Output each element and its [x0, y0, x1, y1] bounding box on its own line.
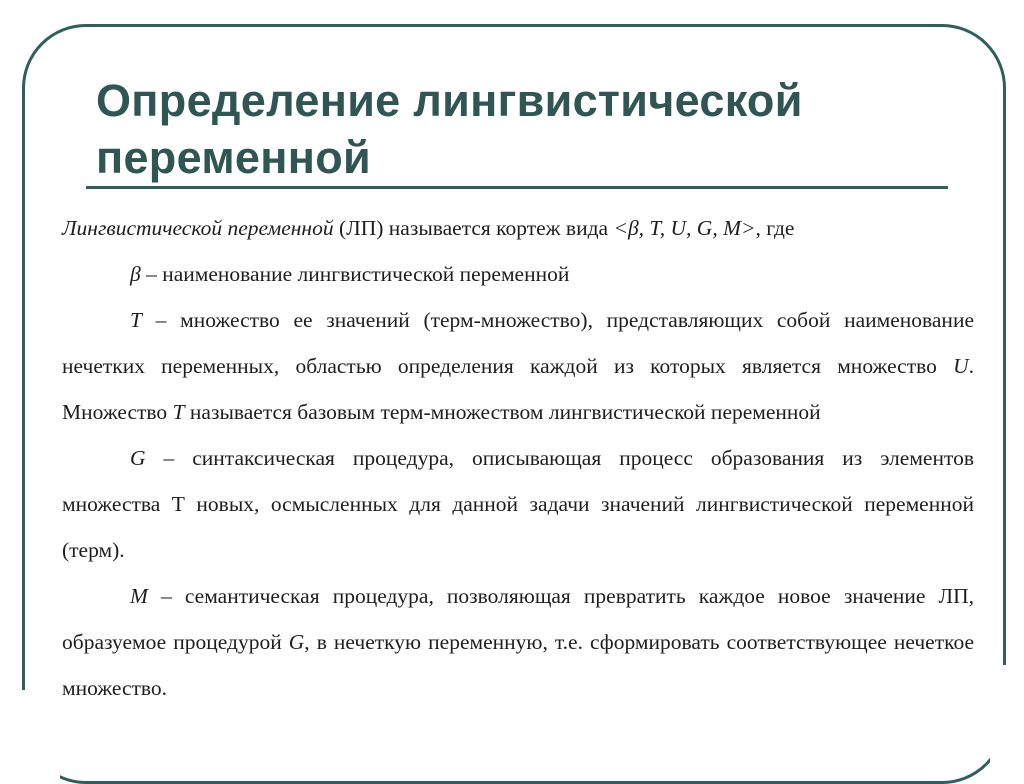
slide-title: Определение лингвистической переменной — [96, 75, 803, 183]
paragraph-m — [62, 573, 974, 711]
paragraph-beta — [62, 251, 974, 297]
t-text-1: – множество ее значений (терм-множество), представляющих собой наименование нечетких переменных, областью определения каждой из которых является множество — [62, 308, 974, 378]
t-text-2: . Множество — [62, 354, 974, 424]
t-text-3: называется базовым терм-множеством лингвистической переменной — [184, 400, 821, 424]
paragraph-g — [62, 435, 974, 573]
u-symbol: U — [953, 354, 969, 378]
m-text-2: , в нечеткую переменную, т.е. сформировать соответствующее нечеткое множество. — [62, 630, 974, 700]
paragraph-intro — [62, 205, 974, 251]
tuple-notation: <β, T, U, G, M> — [613, 216, 756, 240]
t-symbol-2: T — [172, 400, 185, 424]
paragraph-t — [62, 297, 974, 435]
title-divider — [86, 186, 948, 189]
g-symbol-inline: G — [288, 630, 305, 654]
t-symbol: T — [130, 308, 142, 332]
term-label: Лингвистической переменной — [62, 216, 334, 240]
g-symbol: G — [130, 446, 146, 470]
beta-symbol: β — [130, 262, 141, 286]
beta-text: – наименование лингвистической переменной — [140, 262, 570, 286]
frame-gap-right — [990, 665, 1024, 775]
g-text: – синтаксическая процедура, описывающая процесс образования из элементов множества Т новых, осмысленных для данной задачи значений лингвистической переменной (терм). — [62, 446, 974, 562]
slide-body — [62, 205, 974, 711]
intro-tail: , где — [755, 216, 795, 240]
m-text-1: – семантическая процедура, позволяющая превратить каждое новое значение ЛП, образуемое процедурой — [62, 584, 974, 654]
m-symbol: M — [130, 584, 148, 608]
intro-text: (ЛП) называется кортеж вида — [333, 216, 614, 240]
